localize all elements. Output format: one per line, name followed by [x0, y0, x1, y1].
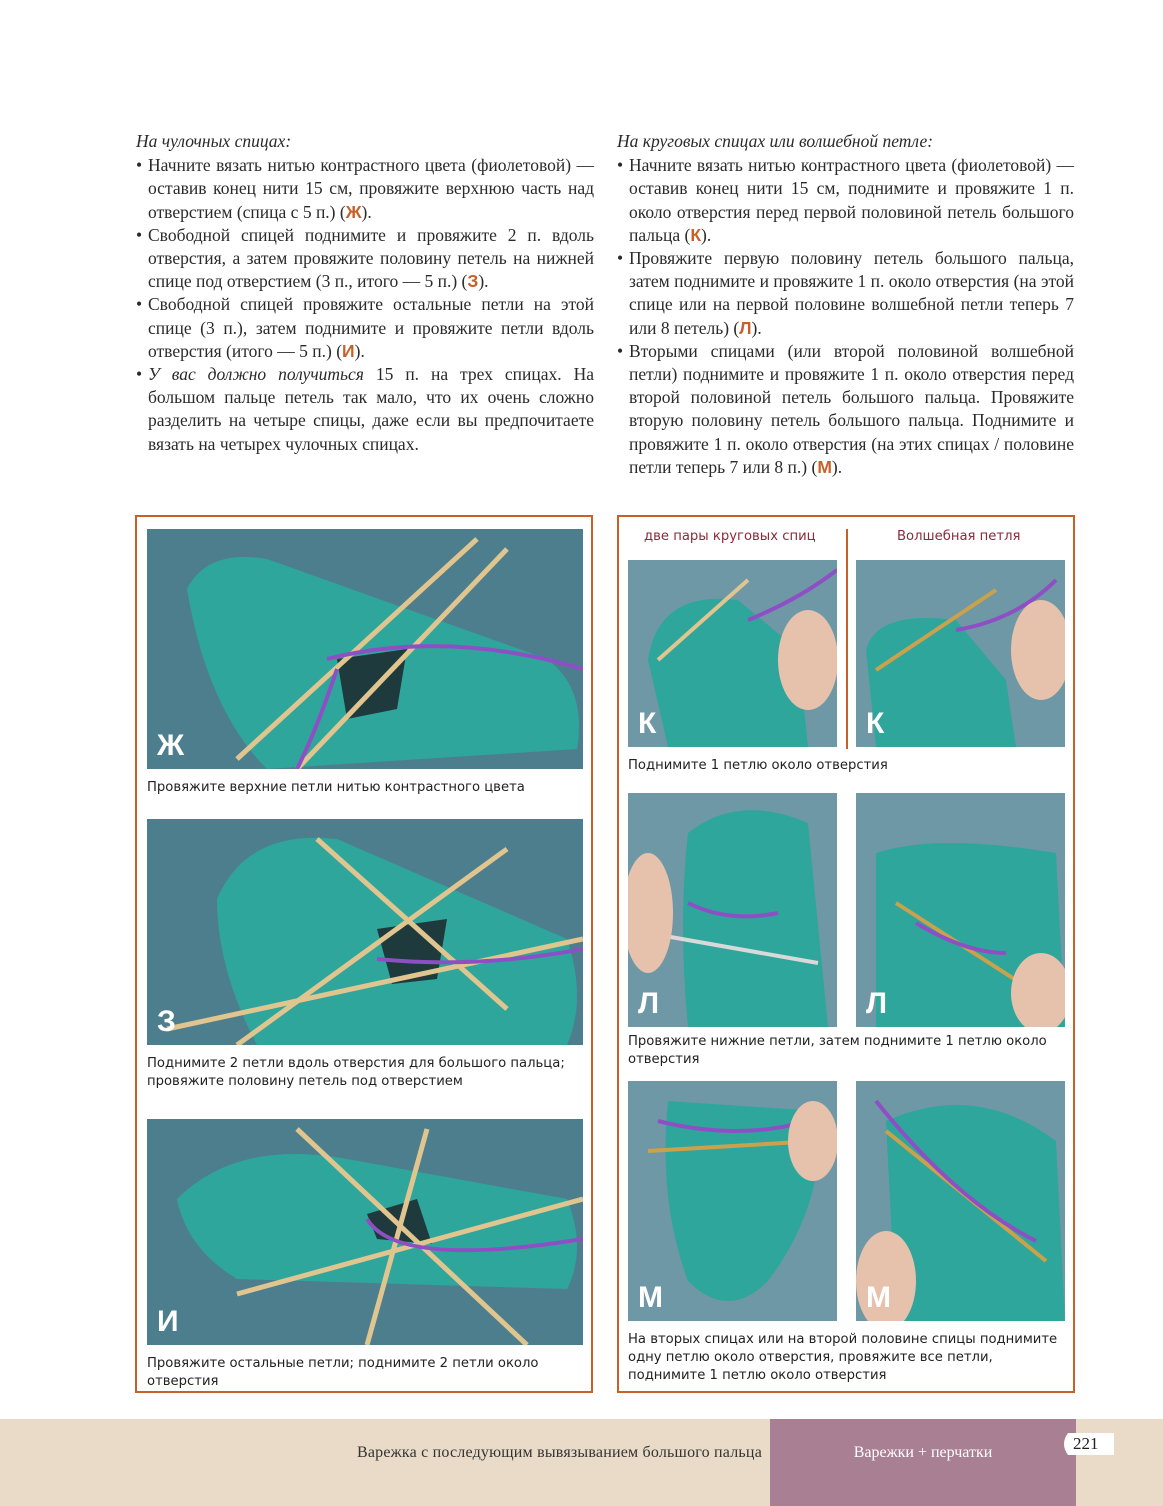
header-two-circulars: две пары круговых спиц: [644, 529, 816, 544]
photo-ref: Л: [739, 317, 752, 338]
step-text: Свободной спицей провяжите остальные петли на этой спице (3 п.), затем поднимите и провяжите петли вдоль отверстия (итого — 5 п.) (: [148, 294, 594, 361]
photo-letter: Л: [866, 987, 888, 1020]
dpn-photo-panel: [135, 515, 593, 1393]
photo-step-m-right: [856, 1081, 1065, 1321]
list-item: [617, 247, 1074, 340]
right-steps-list: [617, 154, 1074, 479]
photo-letter: З: [157, 1005, 176, 1038]
photo-letter: К: [866, 707, 885, 740]
photo-letter: М: [638, 1281, 663, 1314]
photo-step-l-right: [856, 793, 1065, 1027]
list-item: [136, 224, 594, 294]
photo-step-m-left: [628, 1081, 837, 1321]
right-instructions: [617, 130, 1074, 479]
photo-ref: К: [690, 224, 702, 245]
step-italic: У вас должно получиться: [148, 364, 364, 385]
photo-step-i: [147, 1119, 583, 1345]
step-tail: ).: [354, 340, 365, 361]
list-item: [617, 154, 1074, 247]
photo-caption: Провяжите верхние петли нитью контрастного цвета: [147, 780, 525, 795]
knitting-photo: [856, 560, 1065, 747]
knitting-photo: [147, 819, 583, 1045]
knitting-photo: [147, 1119, 583, 1345]
photo-ref: З: [467, 271, 479, 292]
page-number: 221: [1073, 1434, 1099, 1453]
photo-caption: На вторых спицах или на второй половине спицы поднимите одну петлю около отверстия, провяжите все петли, поднимите 1 петлю около отверстия: [628, 1332, 1058, 1383]
header-magic-loop: Волшебная петля: [897, 529, 1021, 544]
photo-step-zh: [147, 529, 583, 769]
left-instructions: [136, 130, 594, 456]
column-divider: [846, 529, 848, 749]
knitting-photo: [628, 793, 837, 1027]
step-tail: ).: [478, 271, 489, 292]
photo-ref: И: [342, 340, 355, 361]
step-tail: ).: [751, 317, 762, 338]
footer-title: Варежка с последующим вывязыванием большого пальца: [356, 1444, 762, 1461]
step-text: Начните вязать нитью контрастного цвета (фиолетовой) — оставив конец нити 15 см, провяжите верхнюю часть над отверстием (спица с 5 п.) (: [148, 155, 594, 222]
right-heading: На круговых спицах или волшебной петле:: [617, 131, 934, 151]
photo-ref: М: [817, 456, 832, 477]
step-tail: ).: [361, 201, 372, 222]
photo-step-k-left: [628, 560, 837, 747]
left-steps-list: [136, 154, 594, 456]
step-text: Вторыми спицами (или второй половиной волшебной петли) поднимите и провяжите 1 п. около отверстия перед второй половиной петель большого пальца. Провяжите вторую половину петель большого пальца. Поднимите и провяжите 1 п. около отверстия (на этих спицах / половине петли теперь 7 или 8 п.) (: [629, 340, 1074, 477]
step-text: Провяжите первую половину петель большого пальца, затем поднимите и провяжите 1 п. около отверстия (на этой спице или на первой половине волшебной петли теперь 7 или 8 петель) (: [629, 248, 1074, 338]
photo-letter: Ж: [157, 729, 185, 762]
step-tail: ).: [831, 456, 843, 477]
list-item: [136, 293, 594, 363]
circular-photo-panel: [617, 515, 1075, 1393]
knitting-photo: [147, 529, 583, 769]
photo-ref: Ж: [345, 201, 362, 222]
step-text: Начните вязать нитью контрастного цвета (фиолетовой) — оставив конец нити 15 см, поднимите и провяжите 1 п. около отверстия перед первой половиной петель большого пальца (: [629, 155, 1074, 245]
step-tail: ).: [701, 224, 712, 245]
photo-caption: Поднимите 2 петли вдоль отверстия для большого пальца; провяжите половину петель под отверстием: [147, 1056, 565, 1089]
knitting-photo: [628, 560, 837, 747]
list-item: [136, 363, 594, 456]
knitting-photo: [856, 793, 1065, 1027]
list-item: [136, 154, 594, 224]
photo-letter: И: [157, 1305, 179, 1338]
page-footer: [0, 1419, 1163, 1506]
section-label: Варежки + перчатки: [853, 1444, 993, 1461]
photo-caption: Провяжите нижние петли, затем поднимите 1 петлю около отверстия: [628, 1034, 1047, 1067]
photo-letter: К: [638, 707, 657, 740]
list-item: [617, 340, 1074, 479]
photo-letter: М: [866, 1281, 891, 1314]
photo-letter: Л: [638, 987, 660, 1020]
photo-step-k-right: [856, 560, 1065, 747]
photo-step-z: [147, 819, 583, 1045]
photo-step-l-left: [628, 793, 837, 1027]
step-text: Свободной спицей поднимите и провяжите 2 п. вдоль отверстия, а затем провяжите половину петель на нижней спице под отверстием (3 п., итого — 5 п.) (: [148, 224, 594, 292]
photo-caption: Провяжите остальные петли; поднимите 2 петли около отверстия: [147, 1356, 539, 1389]
step-text: 15 п. на трех спицах. На большом пальце петель так мало, что их очень сложно разделить на четыре спицы, даже если вы предпочитаете вязать на четырех чулочных спицах.: [148, 364, 594, 454]
photo-caption: Поднимите 1 петлю около отверстия: [628, 758, 888, 773]
left-heading: На чулочных спицах:: [136, 131, 292, 151]
section-band: [770, 1419, 1076, 1506]
